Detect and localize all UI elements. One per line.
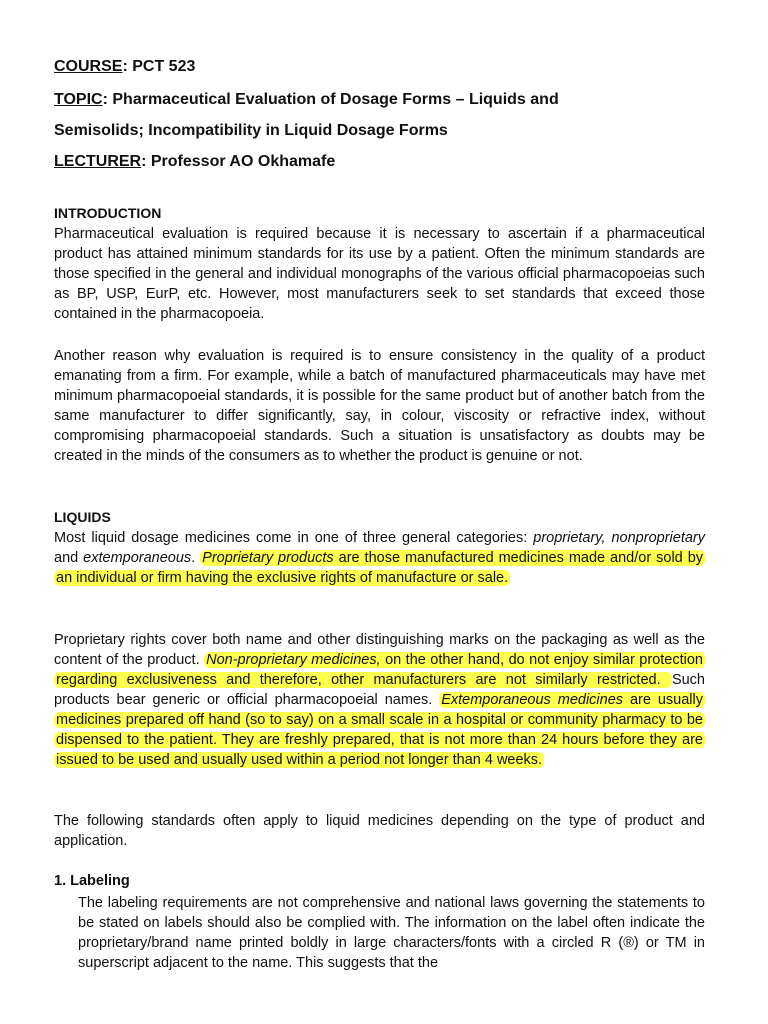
introduction-heading: INTRODUCTION <box>54 205 162 221</box>
topic-line <box>54 91 559 109</box>
italic-run: extemporaneous <box>83 550 192 566</box>
topic-label: TOPIC <box>54 91 103 108</box>
italic-run: Non-proprietary medicines, <box>206 652 381 668</box>
text-run: on the other hand, do not enjoy similar protection regarding exclusiveness and therefore, other manufacturers are not similarly restricted. <box>56 652 703 688</box>
text-run: . <box>191 550 201 566</box>
italic-run: proprietary, nonproprietary <box>533 530 705 546</box>
intro-paragraph-2: Another reason why evaluation is required is to ensure consistency in the quality of a product emanating from a firm. For example, while a batch of manufactured pharmaceuticals may have met minimum pharmacopoeial standards, it is possible for the same product but of another batch from the same manufacturer to differ significantly, say, in colour, viscosity or refractive index, without compromising pharmacopoeial standards. Such a situation is unsatisfactory as doubts may be created in the minds of the consumers as to whether the product is genuine or not. <box>54 348 705 464</box>
liquids-paragraph-1 <box>54 528 705 588</box>
italic-run: Extemporaneous medicines <box>441 692 624 708</box>
labeling-heading: 1. Labeling <box>54 873 130 889</box>
text-run: Proprietary rights cover both name and other distinguishing marks on the packaging as well as the content of the product. <box>54 632 705 668</box>
text-run: are usually medicines prepared off hand (so to say) on a small scale in a hospital or community pharmacy to be dispensed to the patient. They are freshly prepared, that is not more than 24 hours before they are issued to be used and usually used within a period not longer than 4 weeks. <box>56 692 703 768</box>
text-run: are those manufactured medicines made and/or sold by an individual or firm having the exclusive rights of manufacture or sale. <box>56 550 704 586</box>
text-run: Such products bear generic or official pharmacopoeial names. <box>54 672 705 708</box>
lecturer-line <box>54 153 335 171</box>
liquids-paragraph-3: The following standards often apply to liquid medicines depending on the type of product and application. <box>54 813 705 849</box>
course-value: : PCT 523 <box>122 58 196 75</box>
course-line <box>54 58 195 76</box>
liquids-heading: LIQUIDS <box>54 509 111 525</box>
text-run: and <box>54 550 84 566</box>
text-run: Most liquid dosage medicines come in one of three general categories: <box>54 530 534 546</box>
lecturer-value: : Professor AO Okhamafe <box>141 153 336 170</box>
intro-paragraph-1: Pharmaceutical evaluation is required because it is necessary to ascertain if a pharmaceutical product has attained minimum standards for its use by a patient. Often the minimum standards are those specified in the general and individual monographs of the various official pharmacopoeias such as BP, USP, EurP, etc. However, most manufacturers seek to set standards that exceed those contained in the pharmacopoeia. <box>54 226 705 322</box>
topic-value-1: : Pharmaceutical Evaluation of Dosage Forms – Liquids and <box>102 91 559 108</box>
labeling-paragraph: The labeling requirements are not comprehensive and national laws governing the statements to be stated on labels should also be complied with. The information on the label often indicate the proprietary/brand name printed boldly in large characters/fonts with a circled R (®) or TM in superscript adjacent to the name. This suggests that the <box>78 895 705 971</box>
liquids-paragraph-2 <box>54 630 705 770</box>
italic-run: Proprietary products <box>202 550 334 566</box>
topic-line-2: Semisolids; Incompatibility in Liquid Dosage Forms <box>54 122 448 139</box>
course-label: COURSE <box>54 58 123 75</box>
lecturer-label: LECTURER <box>54 153 142 170</box>
